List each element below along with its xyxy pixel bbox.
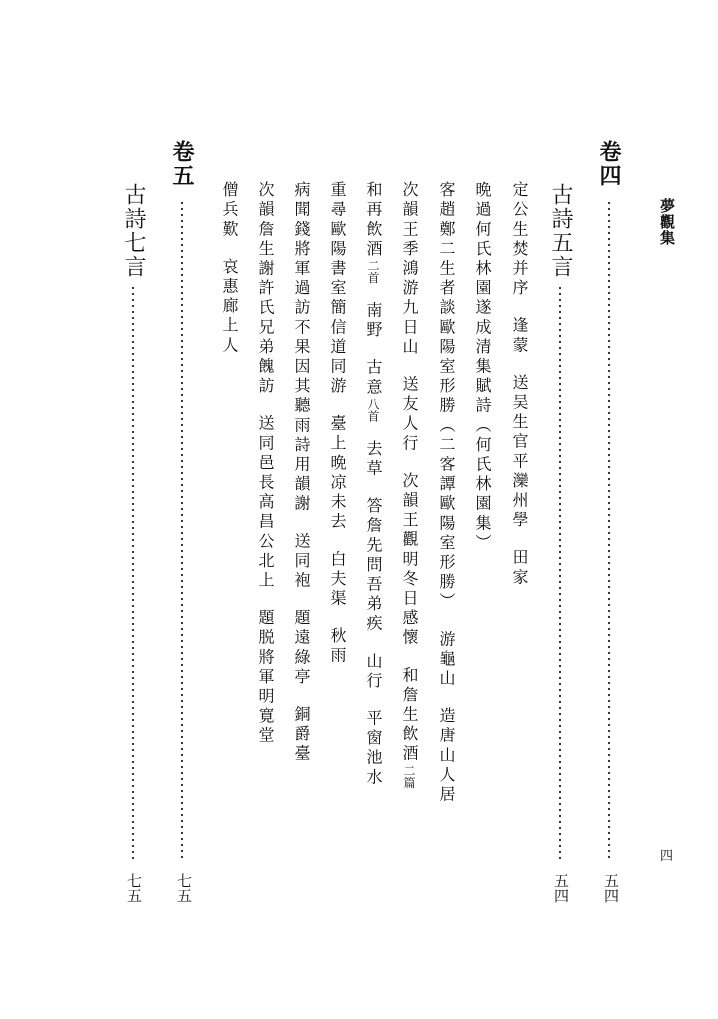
toc-entry: 次韻王季鴻游九日山: [400, 181, 419, 358]
toc-entry-note: 二篇: [402, 764, 416, 789]
toc-entry: 重尋歐陽書室簡信道同游: [328, 181, 347, 397]
toc-entry: 山行: [364, 652, 383, 692]
toc-section-wuyan-title: 古詩五言: [548, 183, 573, 279]
toc-volume-5-leader: [180, 200, 184, 860]
toc-entry: 逢蒙: [510, 316, 529, 356]
toc-section-qiyan-page: 七五: [125, 873, 143, 903]
toc-entry-line-8: [257, 181, 273, 746]
toc-entry-line-7: [293, 181, 309, 764]
toc-entry: 定公生焚并序: [510, 181, 529, 299]
toc-volume-4-leader: [607, 200, 611, 860]
toc-section-wuyan-leader: [558, 285, 562, 860]
toc-entry: 白夫渠: [328, 550, 347, 610]
toc-entry: 造唐山人居: [437, 707, 456, 806]
toc-entry: 哀惠廊上人: [220, 257, 239, 356]
toc-entry-line-9: [221, 181, 237, 356]
toc-entry-note: 二首: [366, 259, 380, 284]
toc-entry: 題遠綠亭: [292, 609, 311, 688]
toc-entry-line-5: [365, 181, 381, 788]
toc-entry: 臺上晩凉未去: [328, 414, 347, 533]
toc-section-wuyan-page: 五四: [552, 873, 570, 903]
toc-entry: 答詹先問吾弟疾: [364, 497, 383, 635]
toc-entry: 和再飲酒: [364, 181, 383, 260]
toc-entry: 銅爵臺: [292, 705, 311, 765]
toc-entry-line-1: [511, 181, 527, 588]
toc-entry: 題脱將軍明寛堂: [256, 609, 275, 747]
toc-entry: 游龜山: [437, 630, 456, 690]
toc-entry: 秋雨: [328, 627, 347, 667]
toc-entry-line-4: [401, 181, 417, 788]
toc-entry: 晩過何氏林園遂成清集賦詩（何氏林園集）: [473, 181, 492, 554]
toc-entry: 送吴生官平灤州學: [510, 373, 529, 531]
toc-entry-line-6: [329, 181, 345, 666]
toc-volume-5-page: 七五: [175, 873, 193, 903]
toc-entry-line-2: [474, 181, 490, 553]
toc-entry: 送友人行: [400, 375, 419, 454]
toc-entry: 送同邑長高昌公北上: [256, 414, 275, 592]
toc-entry: 送同袍: [292, 532, 311, 592]
toc-entry: 平窗池水: [364, 709, 383, 788]
toc-section-qiyan-leader: [131, 285, 135, 860]
running-title: 夢觀集: [658, 198, 676, 246]
toc-entry: 次韻王觀明冬日感懷: [400, 471, 419, 649]
toc-entry-line-3: [438, 181, 454, 805]
toc-entry: 去草: [364, 439, 383, 480]
toc-entry-note: 八首: [366, 397, 380, 422]
toc-entry: 和詹生飲酒: [400, 666, 419, 765]
toc-entry: 僧兵歎: [220, 181, 239, 240]
toc-entry: 客趙鄭二生者談歐陽室形勝（二客譚歐陽室形勝）: [437, 181, 456, 613]
toc-section-qiyan-title: 古詩七言: [121, 183, 146, 279]
toc-entry: 病聞錢將軍過訪不果因其聽雨詩用韻謝: [292, 181, 311, 515]
toc-entry: 田家: [510, 548, 529, 588]
toc-entry: 次韻詹生謝許氏兄弟餽訪: [256, 181, 275, 397]
toc-entry: 古意: [364, 358, 383, 398]
toc-volume-4-title: 卷四: [596, 140, 622, 188]
toc-volume-5-title: 卷五: [169, 140, 195, 188]
toc-entry: 南野: [364, 301, 383, 341]
toc-volume-4-page: 五四: [602, 873, 620, 903]
page-number: 四: [660, 849, 674, 864]
